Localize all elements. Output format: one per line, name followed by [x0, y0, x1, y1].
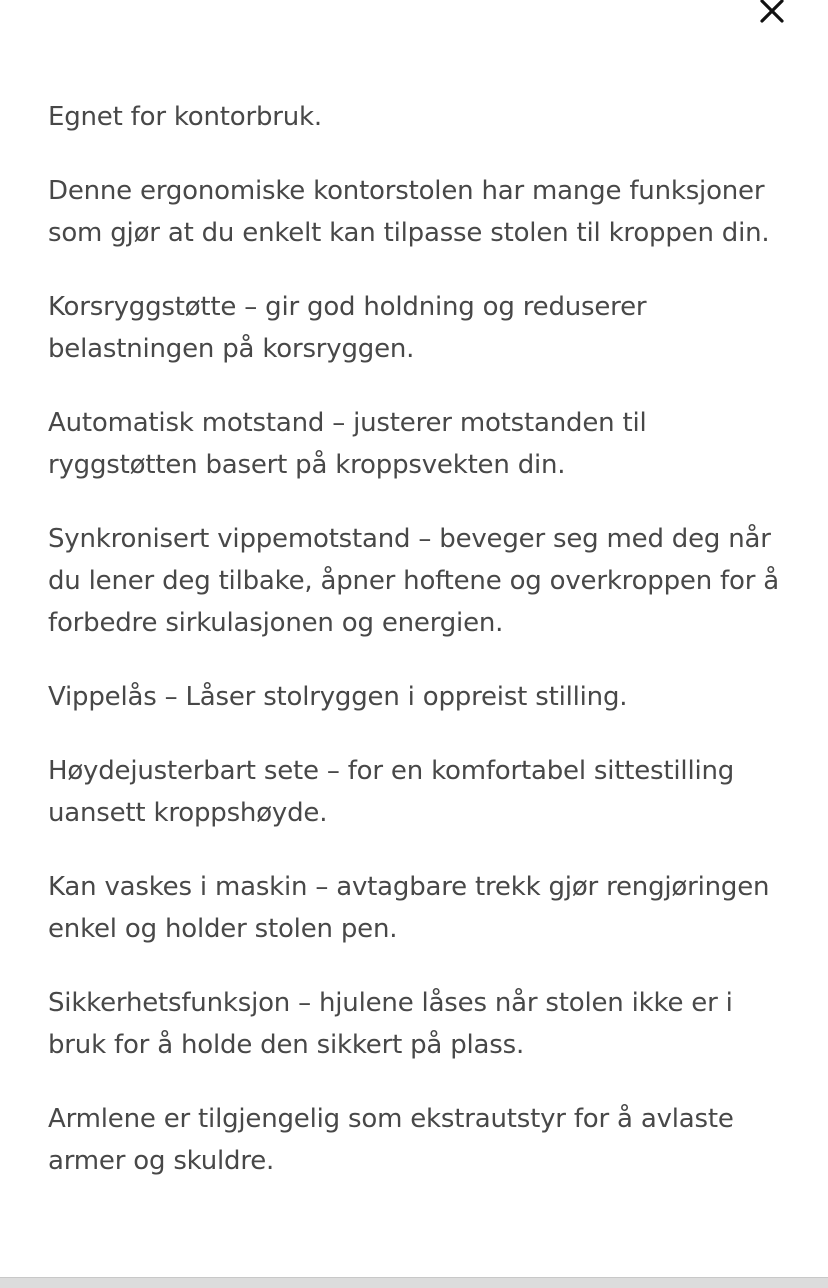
paragraph-safety-feature: Sikkerhetsfunksjon – hjulene låses når stolen ikke er i bruk for å holde den sikkert på plass. — [48, 988, 733, 1060]
paragraph-synchronized-tilt: Synkronisert vippemotstand – beveger seg med deg når du lener deg tilbake, åpner hoftene og overkroppen for å forbedre sirkulasjonen og energien. — [48, 524, 780, 638]
close-icon — [758, 0, 786, 25]
paragraph-armrests: Armlene er tilgjengelig som ekstrautstyr for å avlaste armer og skuldre. — [48, 1104, 734, 1176]
paragraph-automatic-resistance: Automatisk motstand – justerer motstanden til ryggstøtten basert på kroppsvekten din. — [48, 408, 647, 480]
paragraph-tilt-lock: Vippelås – Låser stolryggen i oppreist stilling. — [48, 682, 628, 712]
bottom-edge — [0, 1277, 828, 1288]
close-button[interactable] — [752, 0, 792, 28]
paragraph-machine-washable: Kan vaskes i maskin – avtagbare trekk gjør rengjøringen enkel og holder stolen pen. — [48, 872, 770, 944]
paragraph-height-adjustable-seat: Høydejusterbart sete – for en komfortabel sittestilling uansett kroppshøyde. — [48, 756, 735, 828]
paragraph-intro: Denne ergonomiske kontorstolen har mange funksjoner som gjør at du enkelt kan tilpasse stolen til kroppen din. — [48, 176, 770, 248]
paragraph-lumbar-support: Korsryggstøtte – gir god holdning og reduserer belastningen på korsryggen. — [48, 292, 647, 364]
description-content — [48, 96, 788, 1214]
paragraph-suitability: Egnet for kontorbruk. — [48, 102, 322, 132]
